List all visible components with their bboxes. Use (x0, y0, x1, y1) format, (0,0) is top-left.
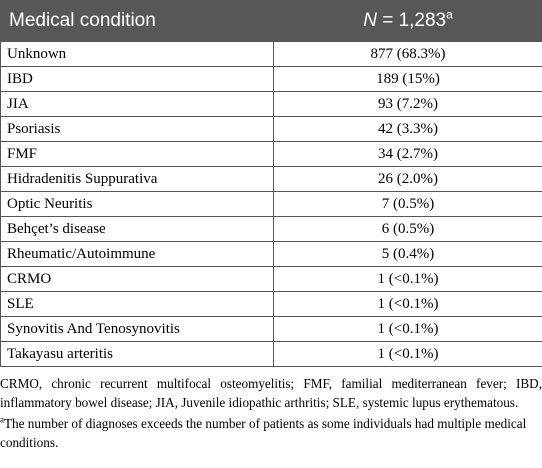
table-row (1, 92, 542, 117)
table-row (1, 342, 542, 367)
table-row (1, 142, 542, 167)
count-cell: 189 (15%) (274, 67, 542, 92)
condition-cell: Optic Neuritis (1, 192, 274, 217)
table-footnotes (0, 374, 542, 452)
condition-cell: Rheumatic/Autoimmune (1, 242, 274, 267)
count-cell: 1 (<0.1%) (274, 267, 542, 292)
count-cell: 1 (<0.1%) (274, 292, 542, 317)
table-row (1, 117, 542, 142)
header-n-value: = 1,283 (376, 10, 447, 31)
table-row (1, 42, 542, 67)
footnote-a-text: The number of diagnoses exceeds the number of patients as some individuals had multiple medical conditions. (0, 416, 527, 450)
count-cell: 93 (7.2%) (274, 92, 542, 117)
condition-cell: CRMO (1, 267, 274, 292)
condition-cell: IBD (1, 67, 274, 92)
abbreviations-footnote: CRMO, chronic recurrent multifocal osteomyelitis; FMF, familial mediterranean fever; IBD, inflammatory bowel disease; JIA, Juvenile idiopathic arthritis; SLE, systemic lupus erythematous. (0, 376, 542, 410)
table-row (1, 317, 542, 342)
table-row (1, 217, 542, 242)
header-n-italic: N (363, 10, 377, 31)
count-cell: 5 (0.4%) (274, 242, 542, 267)
condition-cell: Unknown (1, 42, 274, 67)
table-header-row (1, 1, 542, 42)
count-cell: 42 (3.3%) (274, 117, 542, 142)
condition-cell: Psoriasis (1, 117, 274, 142)
count-cell: 1 (<0.1%) (274, 317, 542, 342)
footnote-a-marker: a (0, 414, 4, 425)
condition-cell: Behçet’s disease (1, 217, 274, 242)
count-cell: 6 (0.5%) (274, 217, 542, 242)
table-row (1, 242, 542, 267)
condition-cell: Hidradenitis Suppurativa (1, 167, 274, 192)
count-cell: 26 (2.0%) (274, 167, 542, 192)
table-row (1, 67, 542, 92)
footnote-a (0, 414, 542, 452)
condition-cell: Takayasu arteritis (1, 342, 274, 367)
condition-cell: JIA (1, 92, 274, 117)
table-row (1, 292, 542, 317)
header-medical-condition: Medical condition (1, 1, 274, 42)
condition-cell: Synovitis And Tenosynovitis (1, 317, 274, 342)
count-cell: 34 (2.7%) (274, 142, 542, 167)
table-row (1, 192, 542, 217)
header-n-total (274, 1, 542, 42)
condition-cell: SLE (1, 292, 274, 317)
count-cell: 1 (<0.1%) (274, 342, 542, 367)
condition-cell: FMF (1, 142, 274, 167)
count-cell: 877 (68.3%) (274, 42, 542, 67)
table-row (1, 167, 542, 192)
table-row (1, 267, 542, 292)
header-n-superscript: a (446, 7, 453, 22)
count-cell: 7 (0.5%) (274, 192, 542, 217)
